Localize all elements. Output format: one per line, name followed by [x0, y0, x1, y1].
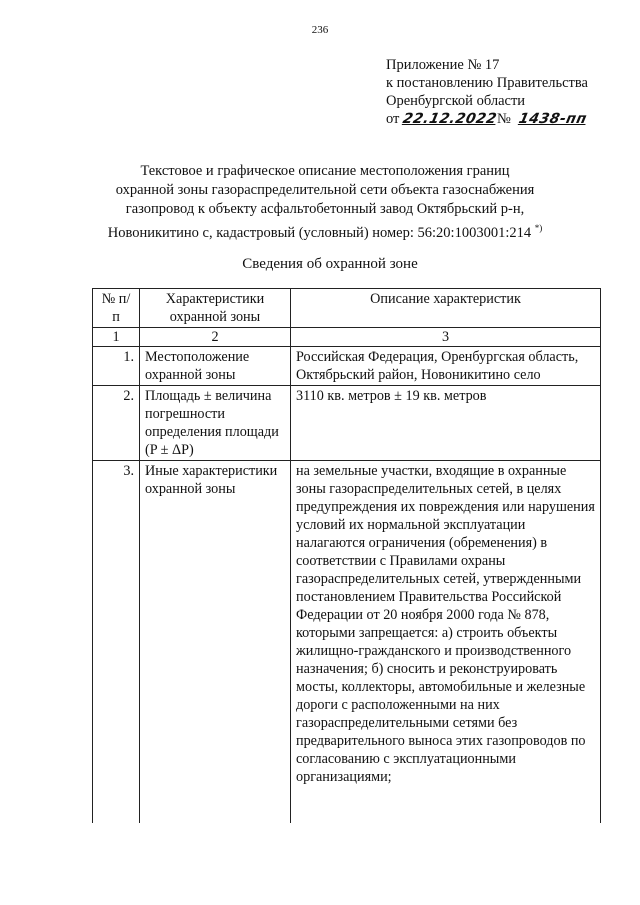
- index-3: 3: [291, 328, 601, 347]
- from-label: от: [386, 111, 400, 127]
- index-1: 1: [93, 328, 140, 347]
- table-row: [93, 386, 601, 461]
- table-index-row: [93, 328, 601, 347]
- footnote-mark: *): [534, 223, 543, 233]
- title-line-1: Текстовое и графическое описание местоположения границ: [140, 163, 510, 179]
- table-header-row: [93, 289, 601, 328]
- page-number: 236: [311, 24, 329, 36]
- row-name: Иные характеристики охранной зоны: [140, 461, 291, 824]
- row-num: 2.: [93, 386, 140, 461]
- handwritten-date: 22.12.2022: [401, 111, 499, 127]
- number-label: №: [496, 111, 511, 127]
- appendix-line-1: Приложение № 17: [386, 57, 500, 73]
- appendix-line-3: Оренбургской области: [386, 93, 526, 109]
- appendix-signature-line: [386, 110, 588, 128]
- header-num: № п/п: [93, 289, 140, 328]
- zone-info-table: [92, 288, 601, 823]
- header-characteristic: Характеристики охранной зоны: [140, 289, 291, 328]
- table-row: [93, 461, 601, 824]
- row-name: Площадь ± величина погрешности определения площади (P ± ΔP): [140, 386, 291, 461]
- row-desc: 3110 кв. метров ± 19 кв. метров: [291, 386, 601, 461]
- title-line-2: охранной зоны газораспределительной сети объекта газоснабжения: [115, 182, 535, 198]
- document-title: [90, 162, 560, 243]
- row-desc: Российская Федерация, Оренбургская область, Октябрьский район, Новоникитино село: [291, 347, 601, 386]
- index-2: 2: [140, 328, 291, 347]
- header-description: Описание характеристик: [291, 289, 601, 328]
- handwritten-number: 1438-пп: [517, 111, 589, 127]
- title-line-4-text: Новоникитино с, кадастровый (условный) номер: 56:20:1003001:214: [107, 224, 532, 241]
- title-line-3: газопровод к объекту асфальтобетонный завод Октябрьский р-н,: [125, 201, 525, 217]
- row-name: Местоположение охранной зоны: [140, 347, 291, 386]
- section-subtitle: Сведения об охранной зоне: [242, 256, 418, 272]
- row-num: 1.: [93, 347, 140, 386]
- appendix-block: [386, 56, 588, 128]
- appendix-line-2: к постановлению Правительства: [386, 75, 588, 91]
- row-desc: на земельные участки, входящие в охранные зоны газораспределительных сетей, в целях предупреждения их повреждения или нарушения условий их нормальной эксплуатации налагаются ограничения (обременения) в соответствии с Правилами охраны газораспределительных сетей, утвержденными постановлением Правительства Российской Федерации от 20 ноября 2000 года № 878, которыми запрещается: а) строить объекты жилищно-гражданского и производственного назначения; б) сносить и реконструировать мосты, коллекторы, автомобильные и железные дороги с расположенными на них газораспределительными сетями без предварительного выноса этих газопроводов по согласованию с эксплуатационными организациями;: [291, 461, 601, 824]
- table-row: [93, 347, 601, 386]
- title-line-4: [90, 219, 560, 243]
- row-num: 3.: [93, 461, 140, 824]
